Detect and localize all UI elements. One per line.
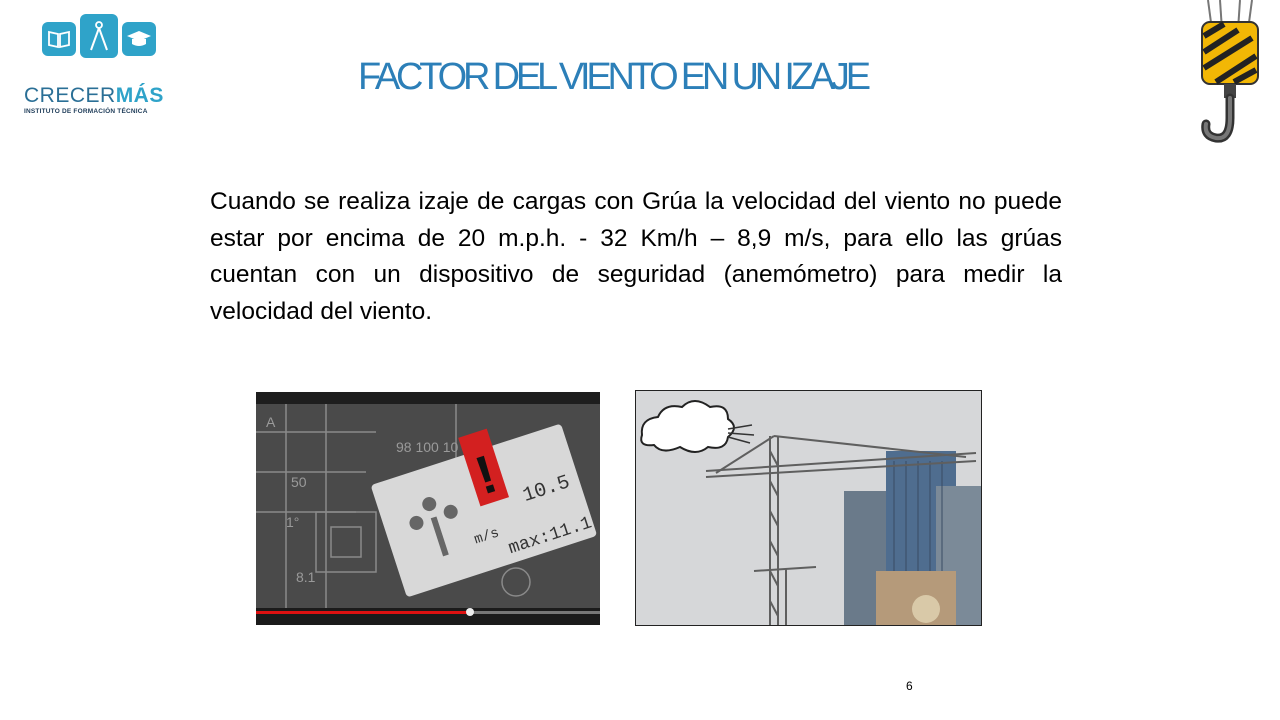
svg-text:A: A (266, 414, 276, 430)
logo-wordmark (24, 84, 164, 108)
svg-text:1°: 1° (286, 514, 300, 530)
logo-tagline: INSTITUTO DE FORMACIÓN TÉCNICA (24, 108, 148, 115)
reading-value: 10.5 (520, 471, 573, 508)
slide-title: FACTOR DEL VIENTO EN UN IZAJE (358, 56, 867, 98)
slide-body-text: Cuando se realiza izaje de cargas con Grúa la velocidad del viento no puede estar por encima de 20 m.p.h. - 32 Km/h – 8,9 m/s, para ello las grúas cuentan con un dispositivo de seguridad (anemómetro) para medir la velocidad del viento. (210, 188, 1062, 325)
crane-hook-icon (1190, 0, 1270, 150)
crecermas-logo (20, 22, 190, 118)
svg-text:8.1: 8.1 (296, 569, 316, 585)
graduation-cap-icon (122, 22, 156, 56)
anemometer-video-image[interactable] (256, 392, 600, 625)
logo-brand-part2: MÁS (115, 84, 164, 107)
page-number: 6 (906, 679, 913, 693)
svg-text:98 100 10: 98 100 10 (396, 439, 459, 455)
logo-icons (42, 22, 156, 58)
logo-brand-part1: CRECER (24, 84, 116, 107)
book-icon (42, 22, 76, 56)
crane-wind-image[interactable] (635, 390, 982, 626)
compass-icon (80, 14, 118, 58)
reading-unit: m/s (472, 525, 502, 549)
reading-max: max:11.1 (506, 513, 595, 560)
svg-text:50: 50 (291, 474, 307, 490)
alert-symbol: ! (468, 443, 504, 507)
